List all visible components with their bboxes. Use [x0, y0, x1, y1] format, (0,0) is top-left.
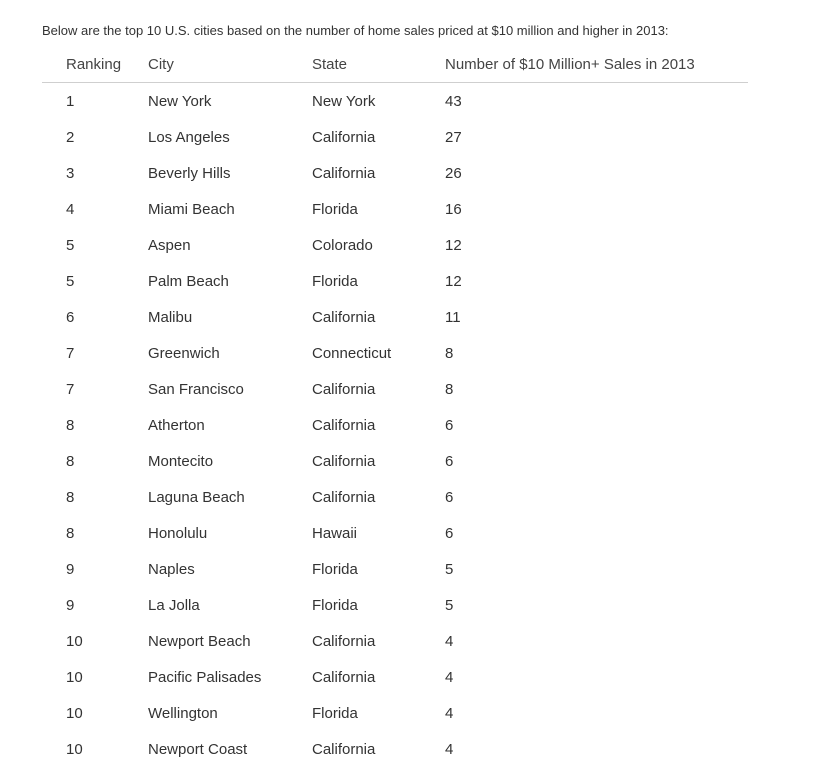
cell-sales: 11 [445, 308, 461, 326]
cell-sales: 16 [445, 200, 462, 218]
table-row [42, 587, 748, 623]
cell-sales: 4 [445, 632, 454, 650]
cell-city: Aspen [148, 236, 191, 254]
cell-ranking: 3 [66, 164, 75, 182]
cell-ranking: 8 [66, 416, 75, 434]
cell-sales: 6 [445, 452, 454, 470]
table-row [42, 515, 748, 551]
cell-city: New York [148, 92, 212, 110]
cell-state: Florida [312, 200, 358, 218]
cell-ranking: 6 [66, 308, 75, 326]
cell-sales: 4 [445, 668, 454, 686]
cell-city: Miami Beach [148, 200, 235, 218]
cell-city: La Jolla [148, 596, 200, 614]
cell-state: California [312, 452, 376, 470]
table-row [42, 155, 748, 191]
cell-sales: 8 [445, 344, 454, 362]
cell-sales: 12 [445, 236, 462, 254]
header-state: State [312, 46, 445, 83]
cell-state: Florida [312, 560, 358, 578]
table-header [42, 46, 748, 83]
cell-city: Naples [148, 560, 195, 578]
cell-sales: 4 [445, 740, 454, 758]
cell-sales: 12 [445, 272, 462, 290]
cell-ranking: 10 [66, 632, 83, 650]
cell-ranking: 10 [66, 668, 83, 686]
table-row [42, 191, 748, 227]
cell-state: California [312, 740, 376, 758]
cell-state: Florida [312, 272, 358, 290]
cell-city: Los Angeles [148, 128, 230, 146]
cell-city: Pacific Palisades [148, 668, 262, 686]
cell-state: Connecticut [312, 344, 392, 362]
cell-state: California [312, 668, 376, 686]
table-row [42, 479, 748, 515]
intro-text: Below are the top 10 U.S. cities based on the number of home sales priced at $10 million and higher in 2013: [42, 23, 669, 38]
header-sales: Number of $10 Million+ Sales in 2013 [445, 46, 748, 83]
cell-city: Wellington [148, 704, 218, 722]
cell-state: New York [312, 92, 376, 110]
table-row [42, 263, 748, 299]
ranking-table [42, 46, 748, 767]
cell-ranking: 5 [66, 236, 75, 254]
cell-ranking: 9 [66, 596, 75, 614]
table-row [42, 119, 748, 155]
cell-ranking: 10 [66, 740, 83, 758]
cell-city: Palm Beach [148, 272, 229, 290]
header-ranking: Ranking [42, 46, 148, 83]
cell-ranking: 7 [66, 344, 75, 362]
table-body [42, 83, 748, 768]
header-city: City [148, 46, 312, 83]
table-row [42, 731, 748, 767]
cell-sales: 5 [445, 596, 454, 614]
cell-city: San Francisco [148, 380, 244, 398]
cell-sales: 27 [445, 128, 462, 146]
cell-sales: 5 [445, 560, 454, 578]
cell-state: Florida [312, 596, 358, 614]
cell-ranking: 8 [66, 452, 75, 470]
cell-city: Laguna Beach [148, 488, 245, 506]
cell-sales: 43 [445, 92, 462, 110]
cell-sales: 26 [445, 164, 462, 182]
cell-sales: 6 [445, 524, 454, 542]
cell-state: California [312, 308, 376, 326]
cell-ranking: 8 [66, 488, 75, 506]
cell-state: Florida [312, 704, 358, 722]
cell-state: California [312, 416, 376, 434]
cell-ranking: 9 [66, 560, 75, 578]
cell-city: Honolulu [148, 524, 208, 542]
cell-state: California [312, 488, 376, 506]
table-row [42, 623, 748, 659]
table-row [42, 551, 748, 587]
table-row [42, 659, 748, 695]
cell-state: Hawaii [312, 524, 358, 542]
table-row [42, 299, 748, 335]
table-row [42, 407, 748, 443]
table-row [42, 443, 748, 479]
table-row [42, 335, 748, 371]
table-row [42, 83, 748, 120]
table-row [42, 371, 748, 407]
cell-sales: 6 [445, 488, 454, 506]
cell-state: Colorado [312, 236, 373, 254]
cell-city: Newport Coast [148, 740, 248, 758]
cell-ranking: 10 [66, 704, 83, 722]
cell-sales: 6 [445, 416, 454, 434]
cell-sales: 8 [445, 380, 454, 398]
cell-city: Atherton [148, 416, 205, 434]
table-row [42, 695, 748, 731]
cell-ranking: 1 [66, 92, 75, 110]
cell-city: Greenwich [148, 344, 220, 362]
cell-city: Malibu [148, 308, 193, 326]
cell-ranking: 4 [66, 200, 75, 218]
cell-state: California [312, 164, 376, 182]
cell-ranking: 7 [66, 380, 75, 398]
cell-city: Newport Beach [148, 632, 251, 650]
cell-ranking: 2 [66, 128, 75, 146]
cell-state: California [312, 380, 376, 398]
cell-city: Montecito [148, 452, 214, 470]
cell-sales: 4 [445, 704, 454, 722]
cell-ranking: 8 [66, 524, 75, 542]
header-row [42, 46, 748, 83]
table-row [42, 227, 748, 263]
cell-ranking: 5 [66, 272, 75, 290]
cell-state: California [312, 128, 376, 146]
cell-state: California [312, 632, 376, 650]
cell-city: Beverly Hills [148, 164, 231, 182]
